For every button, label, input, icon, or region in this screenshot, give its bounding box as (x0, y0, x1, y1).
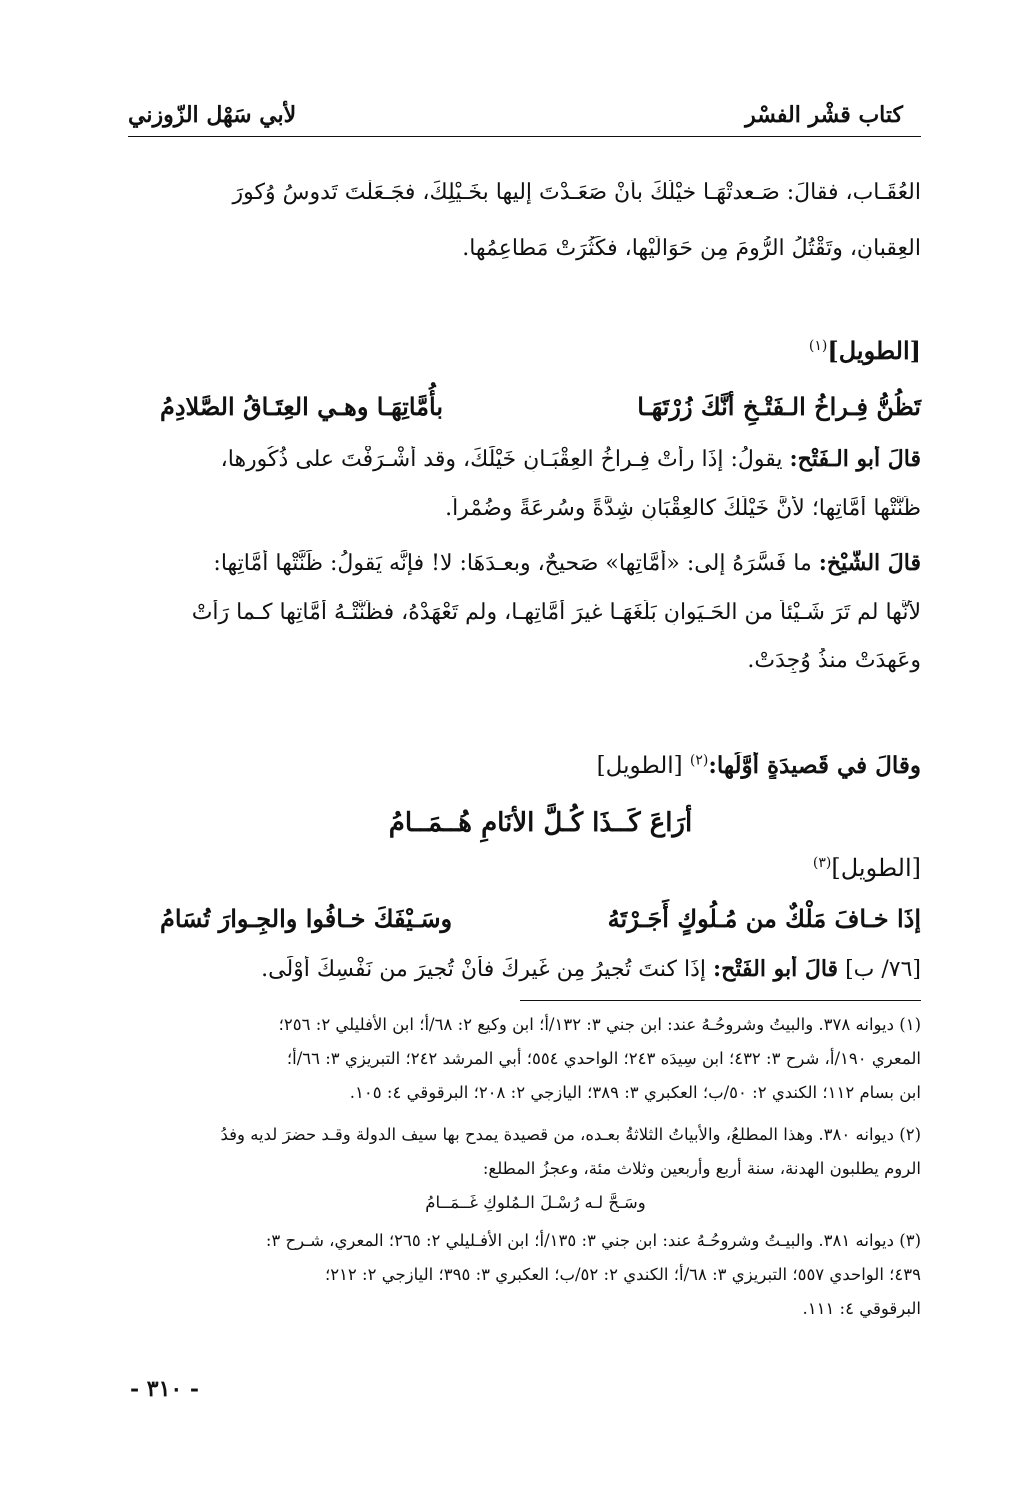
intro-line-1: العُقَـاب، فقالَ: صَـعدتْهَـا خيْلُكَ بأنْ صَعَـدْتَ إليها بخَـيْلِكَ، فجَـعَلْتَ تَدوسُ وُكورَ (232, 180, 921, 205)
footnote-row: الروم يطلبون الهدنة، سنة أربع وأربعين وثلاث مئة، وعجزُ المطلع: (482, 1159, 921, 1178)
commentary-2-line-1 (160, 550, 921, 576)
verse-1-hemistich-left: بأُمَّاتِهَـا وهـي العِتَـاقُ الصَّلادِمُ (160, 392, 444, 421)
footnote-row: (٢) ديوانه ٣٨٠. وهذا المطلعُ، والأبياتُ الثلاثةُ بعـده، من قصيدة يمدح بها سيف الدولة وقـد حضرَ لديه وفدُ (220, 1125, 921, 1144)
running-header (128, 98, 903, 132)
footnote-row: البرقوقي ٤: ١١١. (802, 1299, 921, 1318)
commentary-1-text-1: يقولُ: إذَا رأتْ فِـراخُ العِقْبَـانِ خَيْلَكَ، وقد أشْـرَفْتَ على ذُكُورِها، (220, 447, 783, 472)
author-name: لأبي سَهْل الزّوزني (128, 102, 297, 128)
poem-first-line: أرَاعَ كَــذَا كُـلَّ الأنَامِ هُــمَــامُ (388, 808, 693, 838)
footnote-row: (٣) ديوانه ٣٨١. والبيـتُ وشروحُـهُ عند: ابن جني ٣: ١٣٥/أ؛ ابن الأفـليلي ٢: ٢٦٥؛ المعري، شـرح ٣: (265, 1231, 921, 1250)
meter-label-2 (813, 854, 921, 882)
commentary-1-line-1 (160, 446, 921, 472)
footnote-ref-1: (١) (808, 338, 828, 354)
commentary-3-text: إذَا كنتَ تُجيرُ مِن غَيرِكَ فأنْ تُجيرَ من نَفْسِكَ أَوْلَى. (261, 957, 707, 982)
verse-1-hemistich-right: تَظُنُّ فِـراخُ الـفَتْـخِ أنَّكَ زُرْتَهَـا (637, 392, 921, 421)
meter-name-2: [الطويل] (831, 854, 921, 882)
poem-intro (160, 752, 921, 779)
footnote-ref-3: (٣) (812, 855, 832, 871)
footnote-rule (520, 1000, 921, 1001)
speaker-abu-alfath-2: قالَ أبو الفَتْح: (713, 956, 839, 982)
footnote-row: المعري ١٩٠/أ، شرح ٣: ٤٣٢؛ ابن سِيدَه ٢٤٣؛ الواحدي ٥٥٤؛ أبي المرشد ٢٤٢؛ التبريزي ٣: ٦٦/أ؛ (286, 1049, 921, 1068)
commentary-1-line-2: ظَنَّتْها أُمَّاتِها؛ لأنَّ خَيْلَكَ كالعِقْبَانِ شِدَّةً وسُرعَةً وضُمْراً. (445, 496, 921, 521)
verse-2-hemistich-right: إذَا خـافَ مَلْكٌ من مُـلُوكٍ أَجَـرْتَهُ (607, 904, 921, 933)
book-title: كتاب قشْر الفسْر (745, 102, 903, 128)
commentary-2-line-3: وعَهِدَتْ منذُ وُجِدَتْ. (747, 648, 921, 673)
footnote-row: ابن بسام ١١٢؛ الكندي ٢: ٥٠/ب؛ العكبري ٣: ٣٨٩؛ اليازجي ٢: ٢٠٨؛ البرقوقي ٤: ١٠٥. (349, 1083, 921, 1102)
folio-marker: [٧٦/ ب] (845, 957, 921, 982)
commentary-2-text-1: ما فَسَّرَهُ إلى: «أُمَّاتِها» صَحيحٌ، وبعـدَهَا: لا! فإنَّه يَقولُ: ظَنَّتْها أُمَّاتِها: (213, 551, 812, 576)
verse-1 (160, 392, 921, 421)
speaker-abu-alfath: قالَ أبو الـفَتْح: (789, 446, 921, 472)
header-rule (128, 136, 921, 137)
poem-intro-meter: [الطويل] (596, 753, 683, 779)
commentary-2-line-2: لأنَّها لم تَرَ شَـيْئاً من الحَـيَوانِ بَلَغَهَـا غيرَ أُمَّاتِهـا، ولم تَعْهَدْهُ، فظَنَّتْـهُ أُمَّاتِها كـما رَأَتْ (191, 600, 921, 625)
footnote-row: (١) ديوانه ٣٧٨. والبيتُ وشروحُـهُ عند: ابن جني ٣: ١٣٢/أ؛ ابن وكيع ٢: ٦٨/أ؛ ابن الأفليلي ٢: ٢٥٦؛ (278, 1015, 921, 1034)
intro-line-2: العِقبانِ، وتَقْتُلُ الرُّومَ مِن حَوَالَيْها، فكَثُرَتْ مَطاعِمُها. (462, 236, 921, 261)
speaker-alshaykh: قالَ الشَّيْخ: (818, 550, 921, 576)
verse-2-hemistich-left: وسَـيْفَكَ خـافُوا والجِـوارَ تُسَامُ (160, 904, 453, 933)
footnote-half-verse: وسَـحَّ لـه رُسْـلَ الـمُلوكِ غَــمَــامُ (425, 1193, 646, 1212)
meter-label-1 (809, 336, 921, 365)
verse-2 (160, 904, 921, 933)
footnote-ref-2: (٢) (689, 752, 709, 769)
footnote-row: ٤٣٩؛ الواحدي ٥٥٧؛ التبريزي ٣: ٦٨/أ؛ الكندي ٢: ٥٢/ب؛ العكبري ٣: ٣٩٥؛ اليازجي ٢: ٢١٢؛ (324, 1265, 921, 1284)
page-number: - ٣١٠ - (130, 1376, 200, 1402)
footnote-3 (150, 1224, 921, 1326)
meter-name: [الطويل] (827, 336, 921, 365)
footnote-1 (150, 1008, 921, 1110)
commentary-3-line (160, 956, 921, 982)
poem-intro-text: وقالَ في قَصيدَةٍ أوَّلُها: (708, 752, 921, 779)
footnote-2 (150, 1118, 921, 1220)
